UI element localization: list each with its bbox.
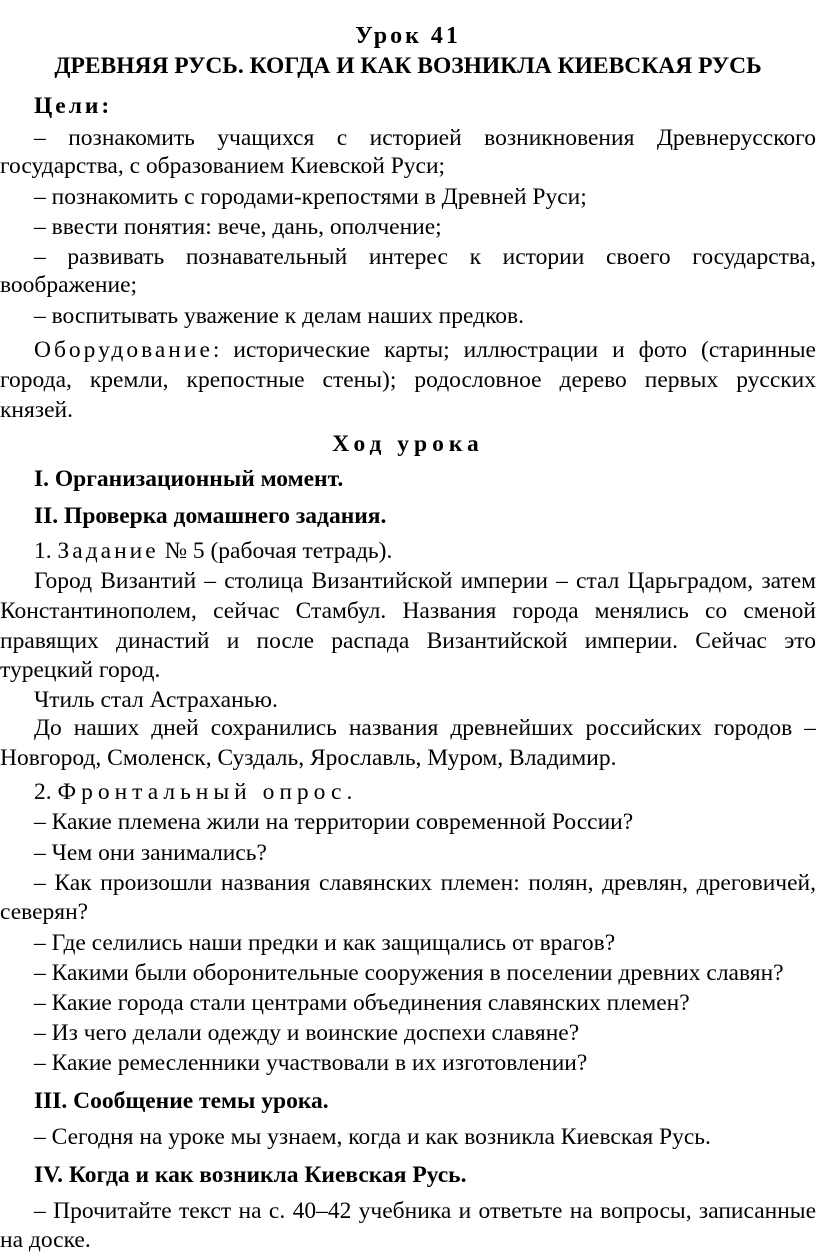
section-2-heading: II. Проверка домашнего задания.	[34, 503, 387, 529]
goal-4-line-1: – развивать познавательный интерес к истории своего государства,	[34, 244, 816, 270]
lesson-number: Урок 41	[355, 23, 461, 49]
equipment-label: Оборудование	[34, 337, 213, 363]
question-8: – Какие ремесленники участвовали в их изготовлении?	[34, 1050, 588, 1076]
equipment-line-1	[34, 336, 816, 364]
section-4-heading: IV. Когда и как возникла Киевская Русь.	[34, 1162, 467, 1188]
question-2: – Чем они занимались?	[34, 840, 267, 866]
goal-1-line-1: – познакомить учащихся с историей возникновения Древнерусского	[34, 125, 816, 151]
paragraph-1-line-2: Константинополем, сейчас Стамбул. Названия города менялись со сменой	[0, 598, 816, 624]
paragraph-1-line-1: Город Византий – столица Византийской империи – стал Царьградом, затем	[34, 568, 816, 594]
section-3-text: – Сегодня на уроке мы узнаем, когда и как возникла Киевская Русь.	[34, 1124, 711, 1150]
question-7: – Из чего делали одежду и воинские доспехи славяне?	[34, 1020, 580, 1046]
goal-3: – ввести понятия: вече, дань, ополчение;	[34, 214, 442, 240]
goals-heading: Цели:	[34, 93, 113, 119]
task-2-label: Фронтальный опрос.	[57, 779, 358, 805]
question-3-line-1: – Как произошли названия славянских племен: полян, древлян, дреговичей,	[34, 870, 816, 896]
lesson-title: ДРЕВНЯЯ РУСЬ. КОГДА И КАК ВОЗНИКЛА КИЕВСКАЯ РУСЬ	[54, 53, 762, 79]
equipment-text: : исторические карты; иллюстрации и фото (старинные	[212, 337, 816, 363]
question-6: – Какие города стали центрами объединения славянских племен?	[34, 990, 690, 1016]
task-1-label: Задание	[57, 538, 159, 564]
section-3-heading: III. Сообщение темы урока.	[34, 1088, 329, 1114]
paragraph-2: Чтиль стал Астраханью.	[34, 687, 278, 713]
equipment-line-3: князей.	[0, 397, 73, 423]
section-4-line-2: на доске.	[0, 1227, 91, 1253]
task-2: 2. Фронтальный опрос.	[34, 779, 358, 805]
goal-1-line-2: государства, с образованием Киевской Руси;	[0, 153, 446, 179]
question-1: – Какие племена жили на территории современной России?	[34, 809, 634, 835]
question-3-line-2: северян?	[0, 899, 89, 925]
goal-5: – воспитывать уважение к делам наших предков.	[34, 303, 525, 329]
paragraph-3-line-2: Новгород, Смоленск, Суздаль, Ярославль, Муром, Владимир.	[0, 745, 617, 771]
goal-4-line-2: воображение;	[0, 272, 138, 298]
question-4: – Где селились наши предки и как защищались от врагов?	[34, 930, 616, 956]
question-5: – Какими были оборонительные сооружения в поселении древних славян?	[34, 960, 784, 986]
goal-2: – познакомить с городами-крепостями в Древней Руси;	[34, 184, 587, 210]
paragraph-3-line-1: До наших дней сохранились названия древнейших российских городов –	[34, 715, 816, 741]
equipment-line-2: города, кремли, крепостные стены); родословное дерево первых русских	[0, 367, 816, 393]
section-4-line-1: – Прочитайте текст на с. 40–42 учебника и ответьте на вопросы, записанные	[34, 1198, 816, 1224]
section-1-heading: I. Организационный момент.	[34, 466, 344, 492]
paragraph-1-line-3: правящих династий и после распада Византийской империи. Сейчас это	[0, 628, 816, 654]
paragraph-1-line-4: турецкий город.	[0, 657, 161, 683]
course-heading: Ход урока	[332, 431, 484, 457]
task-1: 1. Задание № 5 (рабочая тетрадь).	[34, 538, 393, 564]
